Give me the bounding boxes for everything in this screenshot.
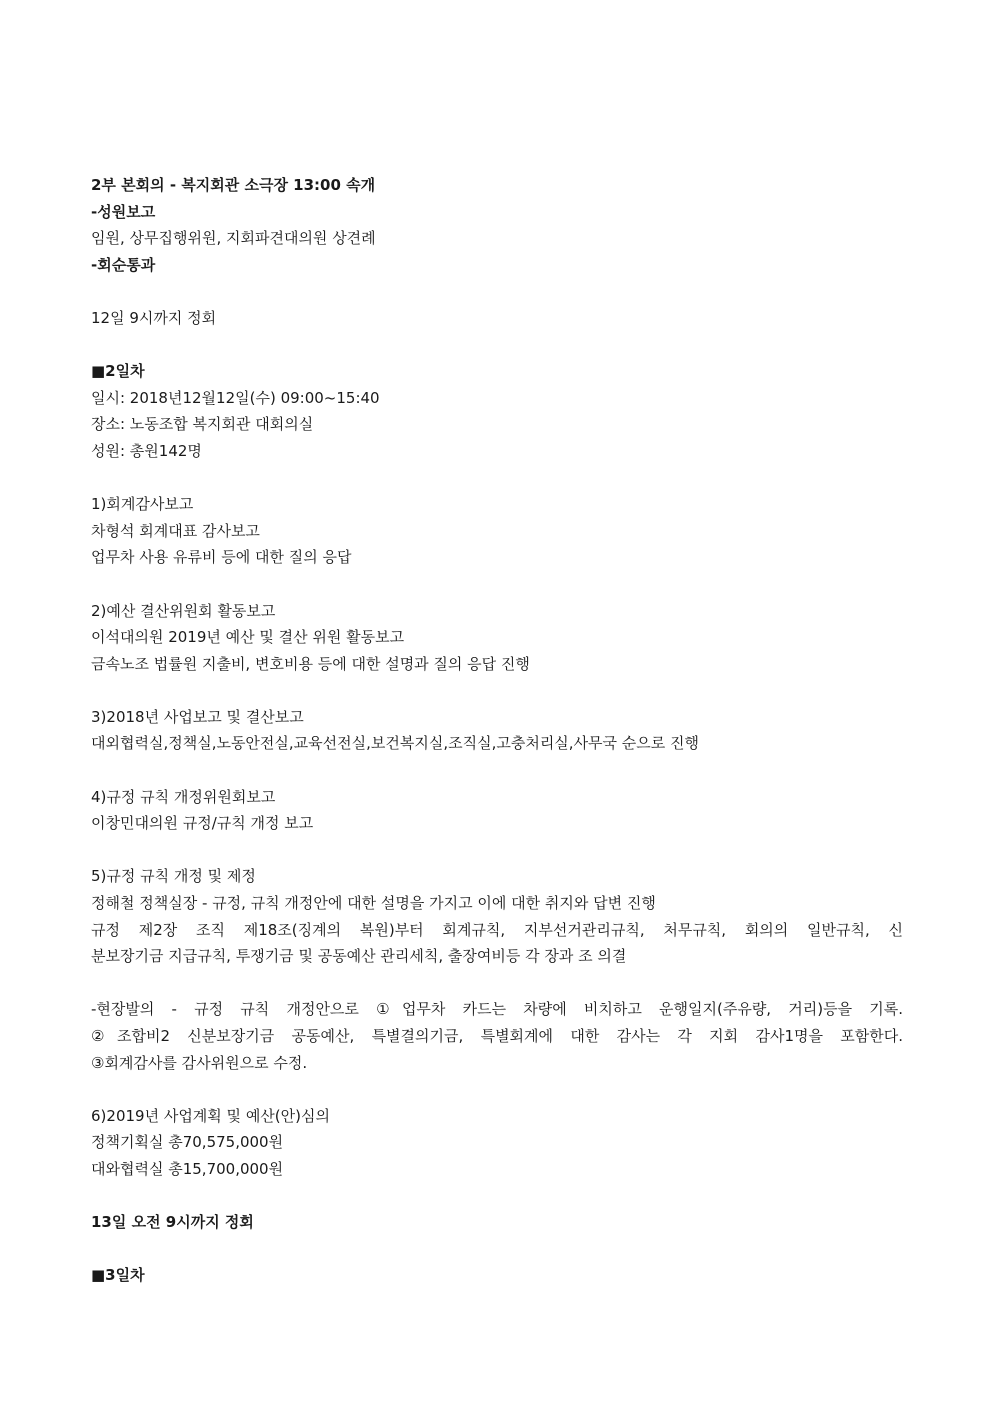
agenda-heading: -회순통과: [91, 255, 156, 274]
greeting-line: 임원, 상무집행위원, 지회파견대의원 상견례: [91, 229, 376, 248]
day3-heading: ■3일차: [91, 1266, 145, 1285]
adjourn-day2: 13일 오전 9시까지 정회: [91, 1213, 254, 1232]
item4-line: 이창민대의원 규정/규칙 개정 보고: [91, 814, 314, 833]
item6-title: 6)2019년 사업계획 및 예산(안)심의: [91, 1106, 330, 1125]
item6-line: 정책기획실 총70,575,000원: [91, 1133, 284, 1152]
item4-title: 4)규정 규칙 개정위원회보고: [91, 787, 276, 806]
item2-title: 2)예산 결산위원회 활동보고: [91, 601, 276, 620]
day2-date: 일시: 2018년12월12일(수) 09:00~15:40: [91, 388, 380, 407]
item6-line: 대와협력실 총15,700,000원: [91, 1159, 284, 1178]
item5-line: 정해철 정책실장 - 규정, 규칙 개정안에 대한 설명을 가지고 이에 대한 취지와 답변 진행: [91, 894, 656, 913]
item3-title: 3)2018년 사업보고 및 결산보고: [91, 707, 304, 726]
day2-place: 장소: 노동조합 복지회관 대회의실: [91, 415, 314, 434]
day2-members: 성원: 총원142명: [91, 441, 202, 460]
item1-title: 1)회계감사보고: [91, 495, 194, 514]
proposal-line: ②조합비2 신분보장기금 공동예산, 특별결의기금, 특별회계에 대한 감사는 각 지회 감사1명을 포함한다.: [91, 1027, 903, 1045]
item5-title: 5)규정 규칙 개정 및 제정: [91, 867, 256, 886]
document-page: [91, 172, 903, 1289]
item1-line: 차형석 회계대표 감사보고: [91, 521, 260, 540]
adjourn-day1: 12일 9시까지 정회: [91, 308, 217, 327]
item2-line: 금속노조 법률원 지출비, 변호비용 등에 대한 설명과 질의 응답 진행: [91, 654, 530, 673]
proposal-line: -현장발의 - 규정 규칙 개정안으로 ①업무차 카드는 차량에 비치하고 운행일지(주유량, 거리)등을 기록.: [91, 1000, 903, 1019]
proposal-line: ③회계감사를 감사위원으로 수정.: [91, 1053, 308, 1072]
item1-line: 업무차 사용 유류비 등에 대한 질의 응답: [91, 548, 352, 567]
item3-line: 대외협력실,정책실,노동안전실,교육선전실,보건복지실,조직실,고충처리실,사무국 순으로 진행: [91, 734, 700, 753]
item2-line: 이석대의원 2019년 예산 및 결산 위원 활동보고: [91, 628, 405, 647]
part2-title: 2부 본회의 - 복지회관 소극장 13:00 속개: [91, 176, 376, 194]
item5-line: 규정 제2장 조직 제18조(징계의 복원)부터 회계규칙, 지부선거관리규칙, 처무규칙, 회의의 일반규칙, 신: [91, 920, 903, 939]
quorum-heading: -성원보고: [91, 202, 156, 221]
item5-line: 분보장기금 지급규칙, 투쟁기금 및 공동예산 관리세칙, 출장여비등 각 장과 조 의결: [91, 947, 627, 966]
day2-heading: ■2일차: [91, 362, 145, 381]
